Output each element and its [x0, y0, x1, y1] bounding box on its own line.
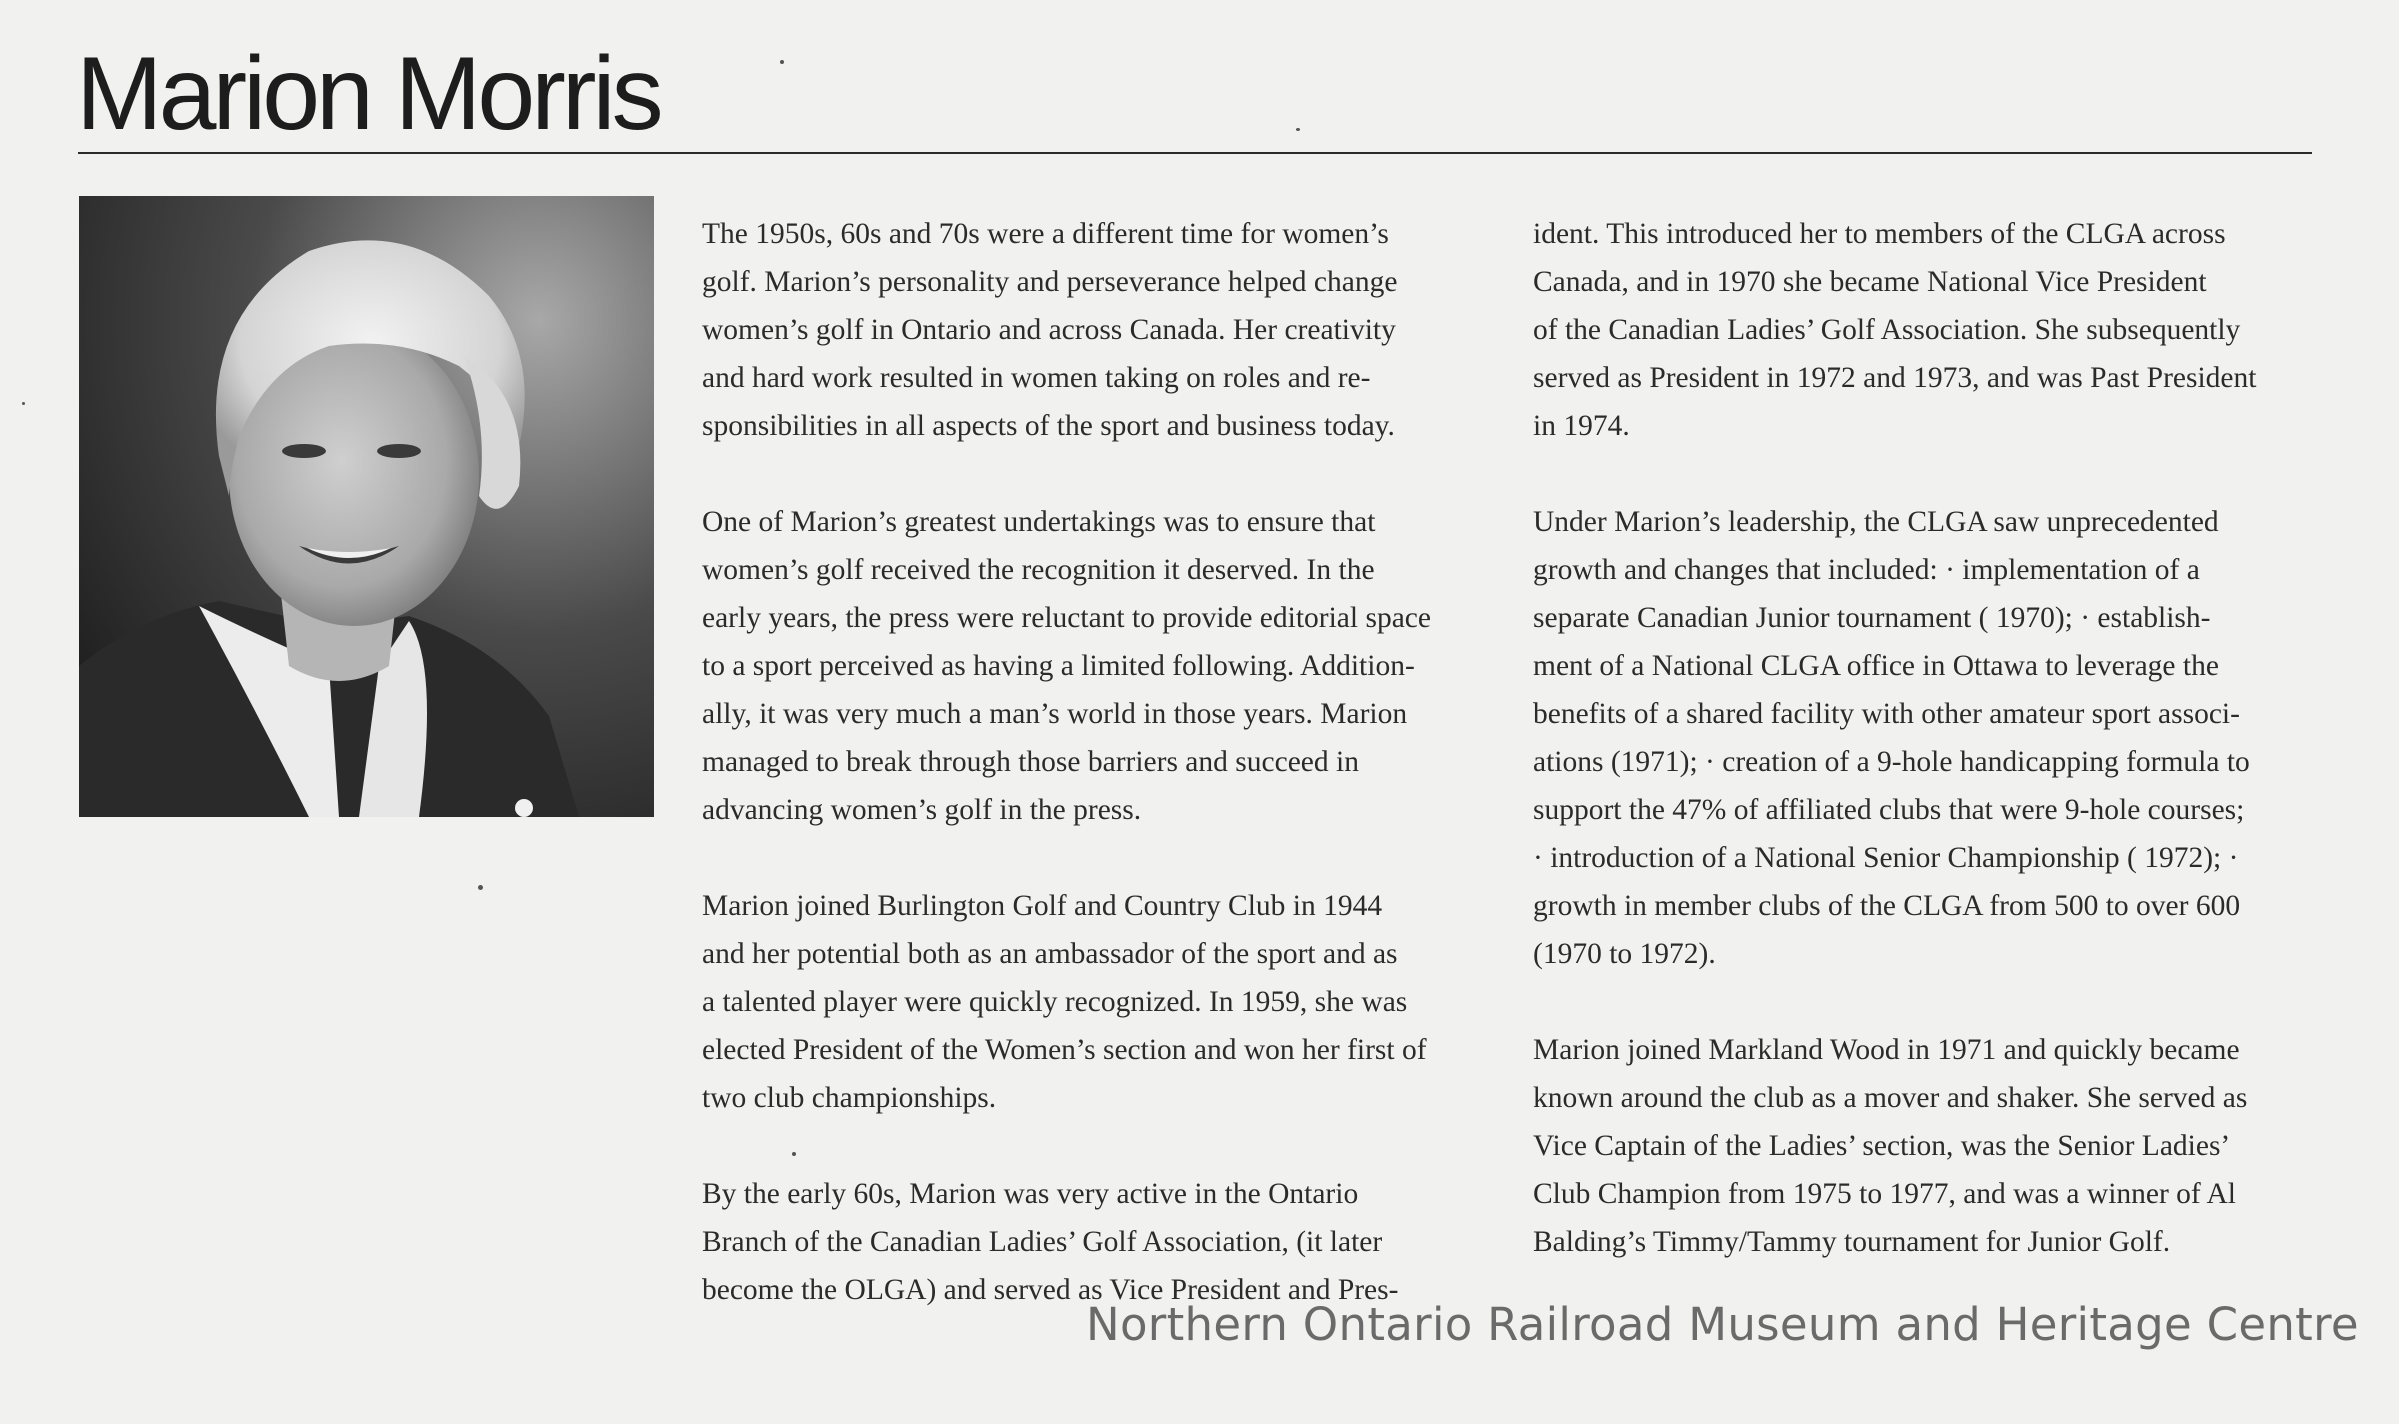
left-text-column [702, 210, 1502, 1362]
title-divider [78, 152, 2312, 154]
paragraph-presidency: ident. This introduced her to members of the CLGA across Canada, and in 1970 she became National Vice President of the Canadian Ladies’ Golf Association. She subsequently served as President in 1972 and 1973, and was Past President in 1974. [1533, 218, 2257, 442]
scan-speck [22, 402, 25, 405]
paragraph-leadership: Under Marion’s leadership, the CLGA saw unprecedented growth and changes that included: · implementation of a separate Canadian Junior tournament ( 1970); · establish- ment of a National CLGA office in Ottawa to leverage the benefits of a shared facility with other amateur sport associ- ations (1971); · creation of a 9-hole handicapping formula to support the 47% of affiliated clubs that were 9-hole courses; · introduction of a National Senior Championship ( 1972); · growth in member clubs of the CLGA from 500 to over 600 (1970 to 1972). [1533, 506, 2250, 970]
page-title: Marion Morris [76, 36, 660, 152]
portrait-photo [79, 196, 654, 817]
museum-watermark: Northern Ontario Railroad Museum and Heritage Centre [1086, 1298, 2359, 1351]
scan-speck [792, 1152, 796, 1156]
paragraph-ontario-branch: By the early 60s, Marion was very active in the Ontario Branch of the Canadian Ladies’ Golf Association, (it later become the OLGA) and served as Vice President and Pres- [702, 1178, 1399, 1306]
paragraph-markland-wood: Marion joined Markland Wood in 1971 and quickly became known around the club as a mover and shaker. She served as Vice Captain of the Ladies’ section, was the Senior Ladies’ Club Champion from 1975 to 1977, and was a winner of Al Balding’s Timmy/Tammy tournament for Junior Golf. [1533, 1034, 2248, 1258]
right-text-column [1533, 210, 2323, 1314]
paragraph-burlington: Marion joined Burlington Golf and Country Club in 1944 and her potential both as an ambassador of the sport and as a talented player were quickly recognized. In 1959, she was elected President of the Women’s section and won her first of two club championships. [702, 890, 1427, 1114]
paragraph-press: One of Marion’s greatest undertakings was to ensure that women’s golf received the recognition it deserved. In the early years, the press were reluctant to provide editorial space to a sport perceived as having a limited following. Addition- ally, it was very much a man’s world in those years. Marion managed to break through those barriers and succeed in advancing women’s golf in the press. [702, 506, 1431, 826]
scan-speck [1296, 128, 1300, 131]
paragraph-intro: The 1950s, 60s and 70s were a different time for women’s golf. Marion’s personality and perseverance helped change women’s golf in Ontario and across Canada. Her creativity and hard work resulted in women taking on roles and re- sponsibilities in all aspects of the sport and business today. [702, 218, 1398, 442]
scan-speck [478, 885, 483, 890]
scan-speck [780, 60, 784, 64]
